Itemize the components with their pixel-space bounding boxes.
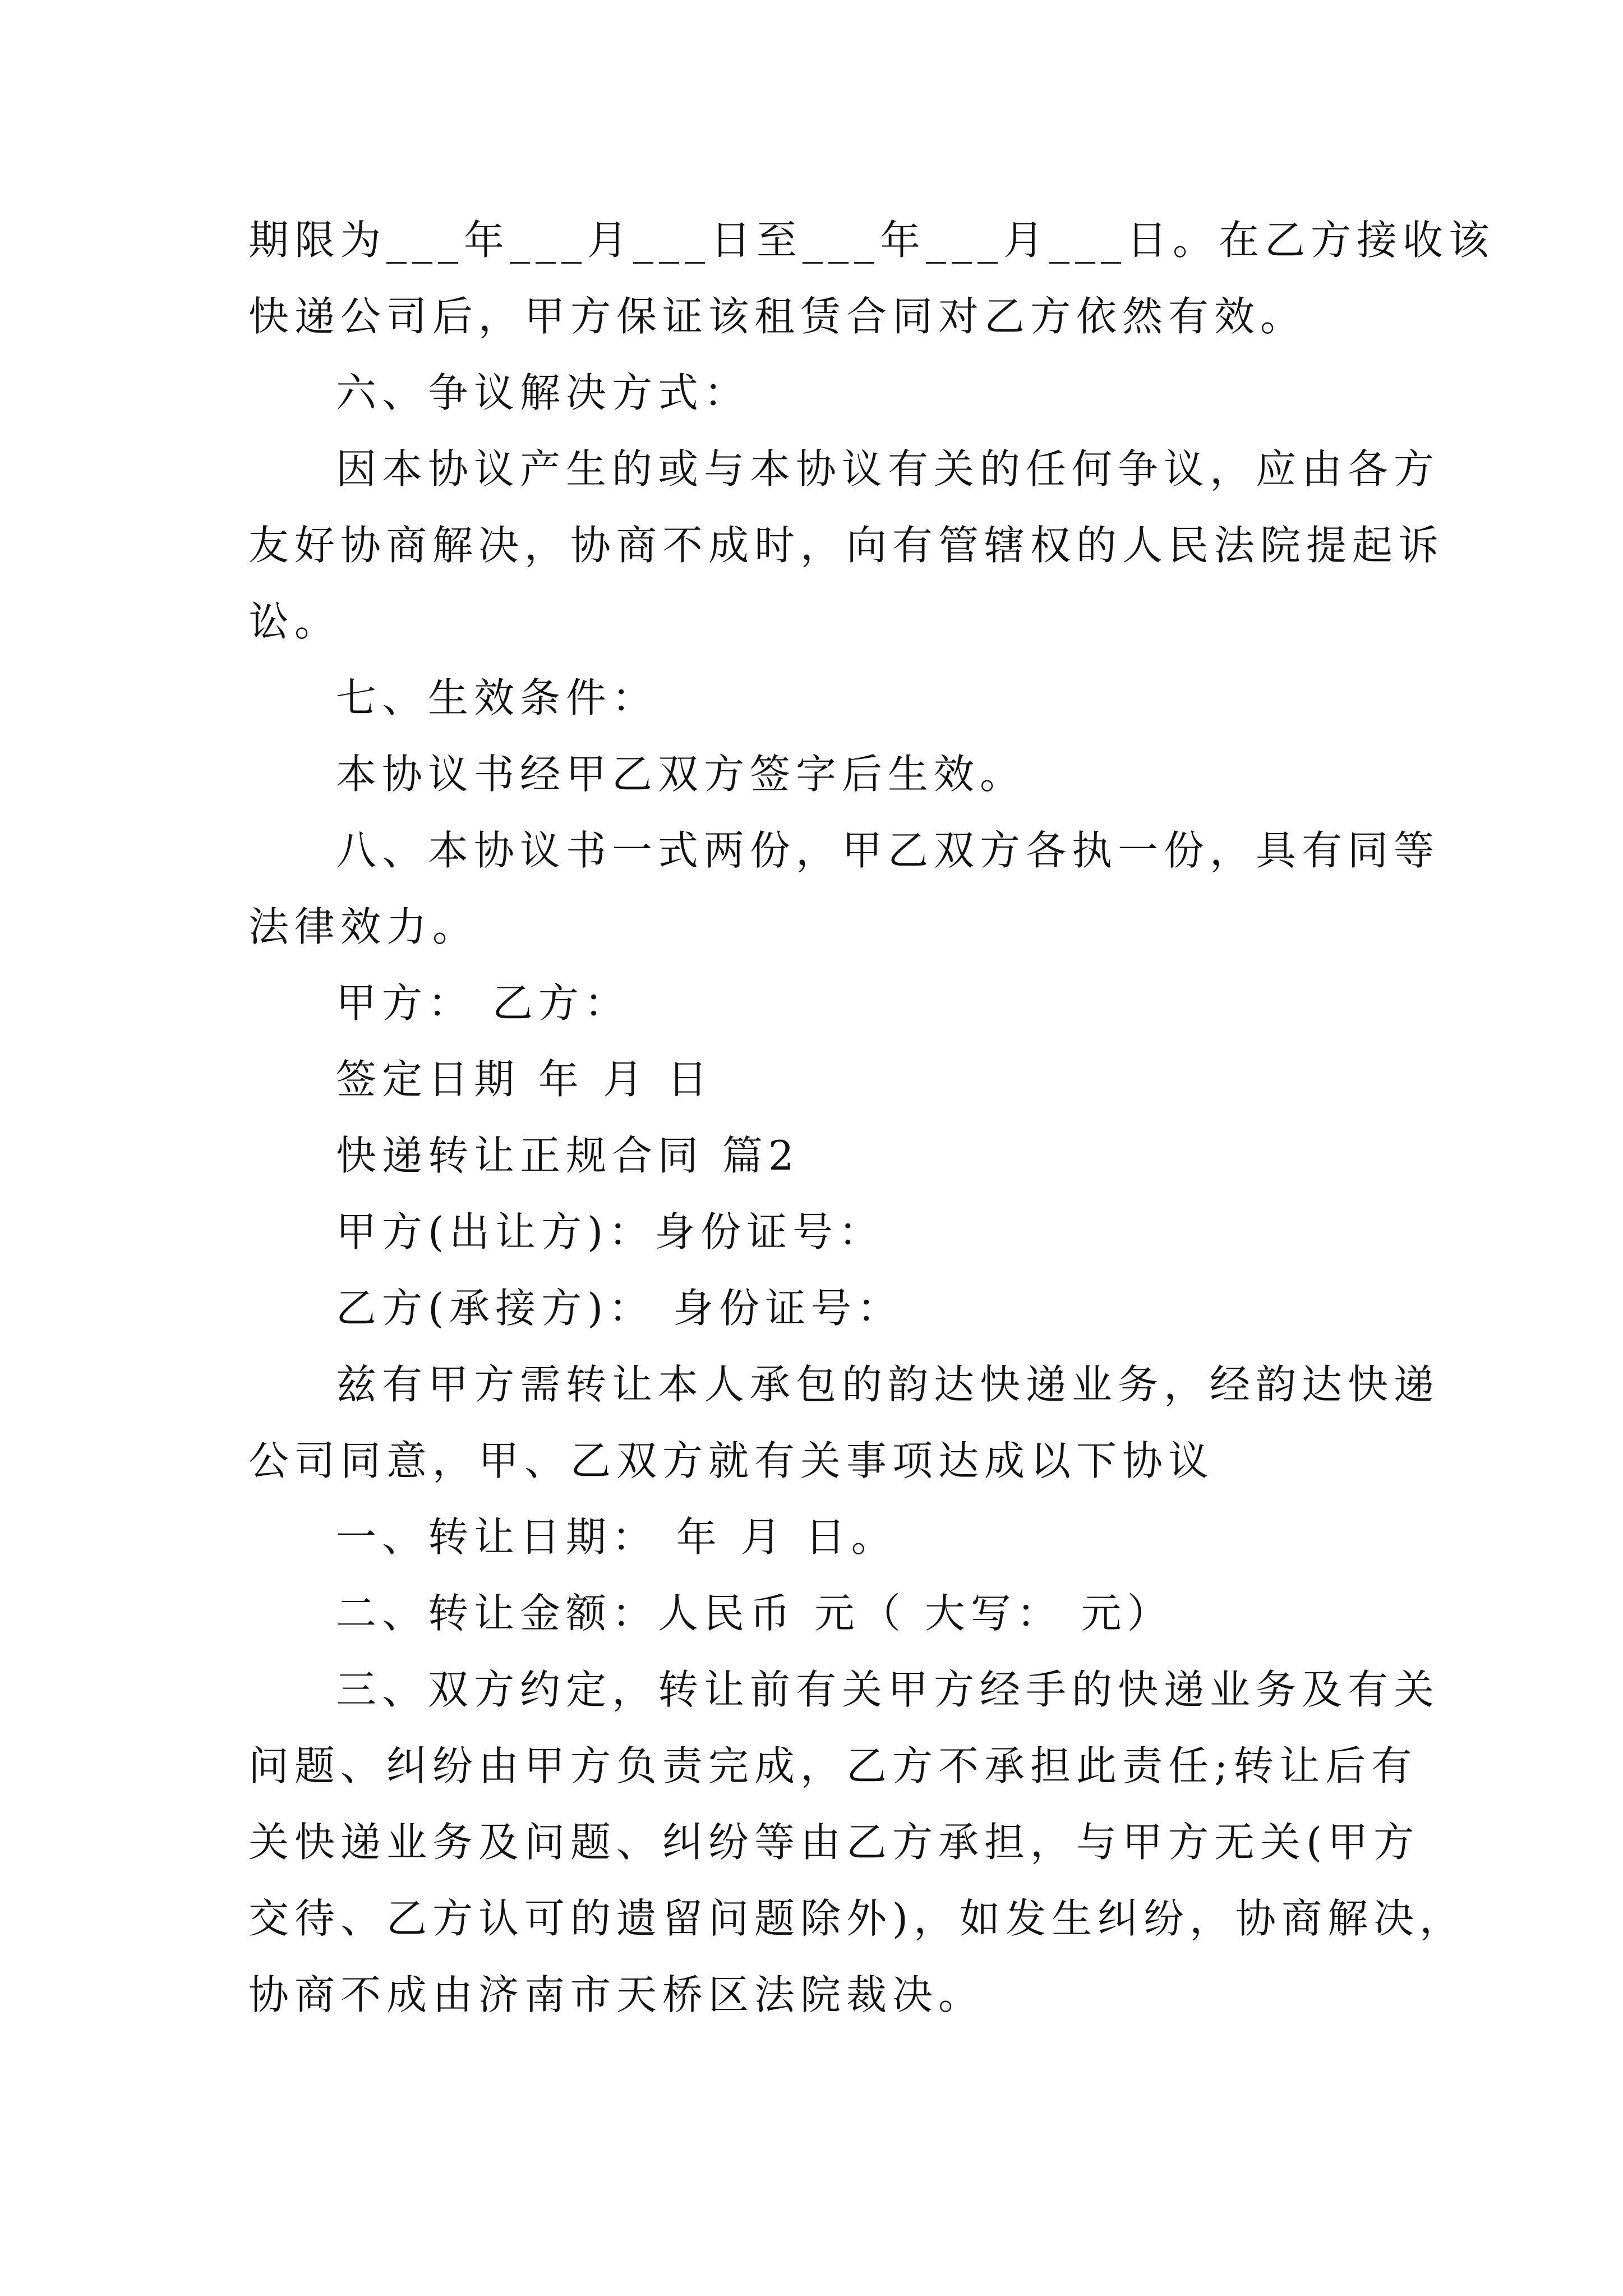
paragraph-line: 快递公司后，甲方保证该租赁合同对乙方依然有效。 [248, 293, 1307, 340]
paragraph-line: 公司同意，甲、乙双方就有关事项达成以下协议 [248, 1437, 1215, 1484]
paragraph-line: 本协议书经甲乙双方签字后生效。 [336, 751, 1026, 798]
paragraph-line: 交待、乙方认可的遗留问题除外)，如发生纠纷，协商解决， [248, 1895, 1466, 1942]
signature-parties: 甲方： 乙方： [336, 979, 630, 1027]
paragraph-line: 法律效力。 [248, 903, 479, 950]
paragraph-line: 因本协议产生的或与本协议有关的任何争议，应由各方 [336, 445, 1440, 493]
paragraph-line: 三、双方约定，转让前有关甲方经手的快递业务及有关 [336, 1666, 1440, 1713]
paragraph-line: 讼。 [248, 598, 341, 645]
transfer-amount-clause: 二、转让金额：人民币 元（ 大写： 元） [336, 1590, 1173, 1637]
party-b-line: 乙方(承接方)： 身份证号： [336, 1285, 903, 1332]
paragraph-line: 八、本协议书一式两份，甲乙双方各执一份，具有同等 [336, 827, 1440, 874]
paragraph-line: 友好协商解决，协商不成时，向有管辖权的人民法院提起诉 [248, 522, 1445, 569]
transfer-date-clause: 一、转让日期： 年 月 日。 [336, 1513, 897, 1561]
document-body [248, 202, 1495, 2033]
contract-title: 快递转让正规合同 篇2 [336, 1132, 800, 1179]
party-a-line: 甲方(出让方)：身份证号： [336, 1208, 885, 1255]
paragraph-line: 期限为___年___月___日至___年___月___日。在乙方接收该 [248, 217, 1495, 264]
section-heading: 七、生效条件： [336, 674, 658, 721]
paragraph-line: 关快递业务及问题、纠纷等由乙方承担，与甲方无关(甲方 [248, 1819, 1420, 1866]
paragraph-line: 协商不成由济南市天桥区法院裁决。 [248, 1971, 985, 2018]
signing-date: 签定日期 年 月 日 [336, 1056, 713, 1103]
section-heading: 六、争议解决方式： [336, 369, 750, 416]
paragraph-line: 问题、纠纷由甲方负责完成，乙方不承担此责任;转让后有 [248, 1742, 1418, 1789]
paragraph-line: 兹有甲方需转让本人承包的韵达快递业务，经韵达快递 [336, 1361, 1440, 1408]
